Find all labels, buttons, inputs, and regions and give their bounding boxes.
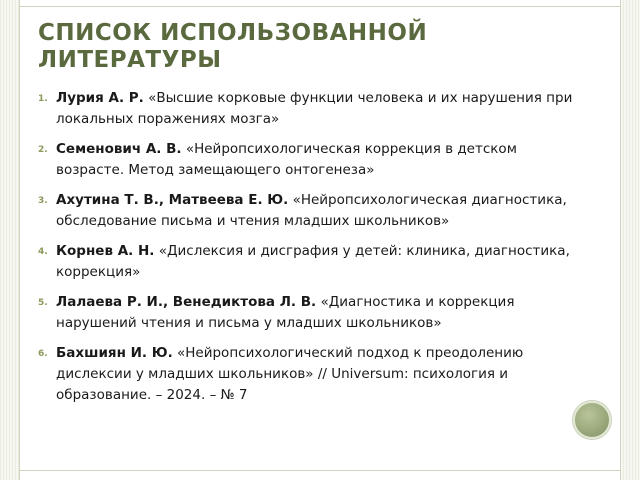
reference-author: Семенович А. В. bbox=[56, 141, 182, 157]
reference-author: Лурия А. Р. bbox=[56, 90, 144, 106]
reference-number: 1. bbox=[38, 94, 48, 104]
bottom-frame-line bbox=[20, 470, 620, 471]
reference-item bbox=[38, 241, 578, 283]
reference-title: «Дислексия и дисграфия у детей: клиника, диагностика, коррекция» bbox=[56, 243, 570, 280]
reference-author: Лалаева Р. И., Венедиктова Л. В. bbox=[56, 294, 317, 310]
top-frame-line bbox=[20, 6, 620, 7]
left-border-decoration bbox=[0, 0, 20, 480]
left-frame-line bbox=[19, 0, 20, 480]
reference-number: 4. bbox=[38, 247, 48, 257]
reference-author: Бахшиян И. Ю. bbox=[56, 345, 173, 361]
reference-number: 5. bbox=[38, 298, 48, 308]
reference-title: «Нейропсихологическая коррекция в детском возрасте. Метод замещающего онтогенеза» bbox=[56, 141, 517, 178]
reference-list bbox=[38, 88, 578, 415]
slide-title: СПИСОК ИСПОЛЬЗОВАННОЙ ЛИТЕРАТУРЫ bbox=[38, 20, 428, 73]
right-border-decoration bbox=[620, 0, 640, 480]
reference-author: Ахутина Т. В., Матвеева Е. Ю. bbox=[56, 192, 289, 208]
reference-title: «Нейропсихологический подход к преодолению дислексии у младших школьников» // Universum: психология и образование. – 2024. – № 7 bbox=[56, 345, 524, 403]
reference-author: Корнев А. Н. bbox=[56, 243, 155, 259]
reference-item bbox=[38, 139, 578, 181]
reference-number: 2. bbox=[38, 145, 48, 155]
decorative-circle bbox=[573, 401, 611, 439]
reference-item bbox=[38, 343, 578, 406]
reference-title: «Диагностика и коррекция нарушений чтения и письма у младших школьников» bbox=[56, 294, 515, 331]
right-frame-line bbox=[620, 0, 621, 480]
reference-number: 6. bbox=[38, 349, 48, 359]
reference-item bbox=[38, 190, 578, 232]
reference-title: «Нейропсихологическая диагностика, обследование письма и чтения младших школьников» bbox=[56, 192, 567, 229]
reference-item bbox=[38, 292, 578, 334]
reference-title: «Высшие корковые функции человека и их нарушения при локальных поражениях мозга» bbox=[56, 90, 573, 127]
reference-number: 3. bbox=[38, 196, 48, 206]
reference-item bbox=[38, 88, 578, 130]
